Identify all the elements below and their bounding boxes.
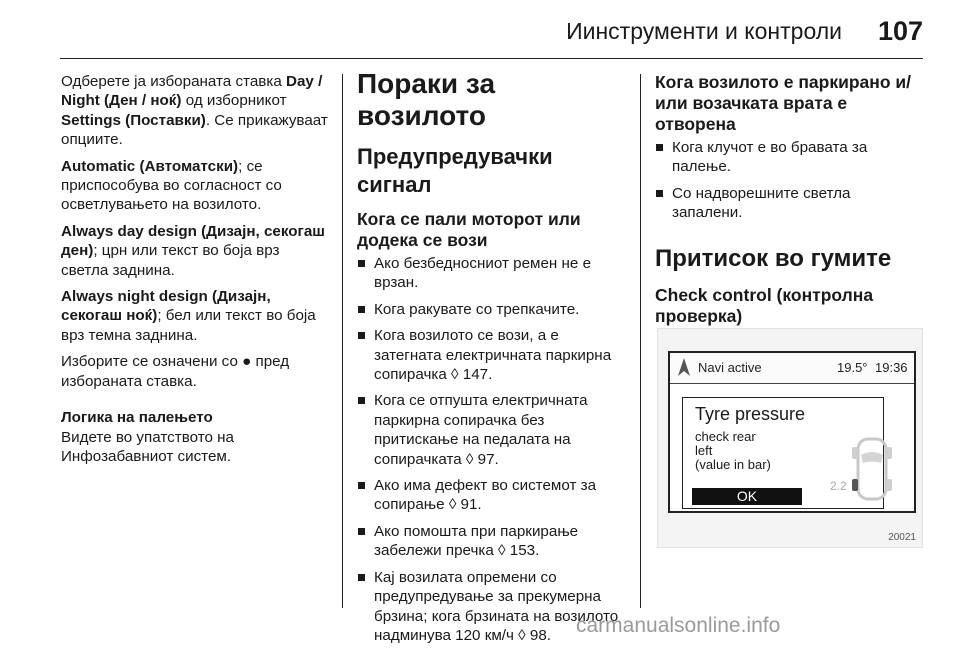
list-item: Кога клучот е во бравата за палење. — [655, 138, 923, 177]
heading-tyre-pressure: Притисок во гумите — [655, 244, 892, 272]
paragraph-day-design: Always day design (Дизајн, секогаш ден); црн или текст во боја врз светла заднина. — [61, 222, 325, 279]
header-rule — [60, 58, 923, 59]
column-divider-1 — [342, 74, 343, 608]
heading-vehicle-messages: Пораки за возилото — [357, 68, 496, 131]
list-item: Кога ракувате со трепкачите. — [357, 300, 625, 319]
column-left — [61, 72, 329, 466]
list-item: Со надворешните светла запалени. — [655, 184, 923, 223]
paragraph-night-design: Always night design (Дизајн, секогаш ноќ); бел или текст во боја врз темна заднина. — [61, 288, 316, 344]
group-title-engine-driving: Кога се пали моторот или додека се вози — [357, 209, 581, 250]
car-top-view-icon — [850, 433, 894, 505]
clock: 19:36 — [875, 360, 908, 375]
page-number: 107 — [877, 16, 923, 46]
paragraph-day-night: Одберете ја избораната ставка Day / Night (Ден / ноќ) од изборникот Settings (Поставки). Се прикажуваат опциите. — [61, 73, 328, 149]
page-title: Иинструменти и контроли — [566, 18, 842, 44]
section-text-ignition-logic: Видете во упатството на Инфозабавниот систем. — [61, 428, 234, 465]
figure-id: 20021 — [888, 532, 916, 543]
paragraph-selection-note: Изборите се означени со ● пред избораната ставка. — [61, 353, 290, 390]
pressure-value: 2.2 — [830, 479, 847, 493]
list-item: Ако има дефект во системот за сопирање ◊ 91. — [357, 476, 625, 515]
group-title-parked: Кога возилото е паркирано и/или возачката врата е отворена — [655, 72, 911, 134]
page-header — [0, 0, 960, 60]
list-item: Кога се отпушта електричната паркирна сопирачка без притискање на педалата на сопирачката ◊ 97. — [357, 391, 625, 469]
column-middle — [357, 68, 625, 652]
dialog-line: left — [695, 443, 713, 458]
list-item: Кај возилата опремени со предупредување за прекумерна брзина; кога брзината на возилото надминува 120 км/ч ◊ 98. — [357, 568, 625, 646]
list-item: Ако безбедносниот ремен не е врзан. — [357, 254, 625, 293]
list-item: Кога возилото се вози, а е затегната електричната паркирна сопирачка ◊ 147. — [357, 326, 625, 384]
list-item: Ако помошта при паркирање забележи пречка ◊ 153. — [357, 522, 625, 561]
watermark-text: carmanualsonline.info — [576, 614, 781, 637]
temperature: 19.5° — [837, 360, 868, 375]
paragraph-automatic: Automatic (Автоматски); се приспособува во согласност со осветлувањето на возилото. — [61, 157, 282, 214]
subheading-warning-chime: Предупредувачки сигнал — [357, 144, 553, 197]
info-display — [668, 351, 916, 513]
display-figure — [657, 328, 923, 548]
dialog-title: Tyre pressure — [695, 404, 806, 424]
subheading-check-control: Check control (контролна проверка) — [655, 284, 874, 326]
section-title-ignition-logic: Логика на палењето — [61, 409, 213, 427]
warning-list — [357, 254, 625, 645]
dialog-line: check rear — [695, 429, 756, 444]
ok-button[interactable]: OK — [692, 488, 802, 505]
column-right — [655, 72, 923, 330]
parked-list — [655, 138, 923, 223]
column-divider-2 — [640, 74, 641, 608]
display-status-bar — [670, 353, 914, 384]
navigation-arrow-icon — [677, 357, 691, 377]
navi-status: Navi active — [698, 360, 762, 375]
dialog-line: (value in bar) — [695, 457, 771, 472]
